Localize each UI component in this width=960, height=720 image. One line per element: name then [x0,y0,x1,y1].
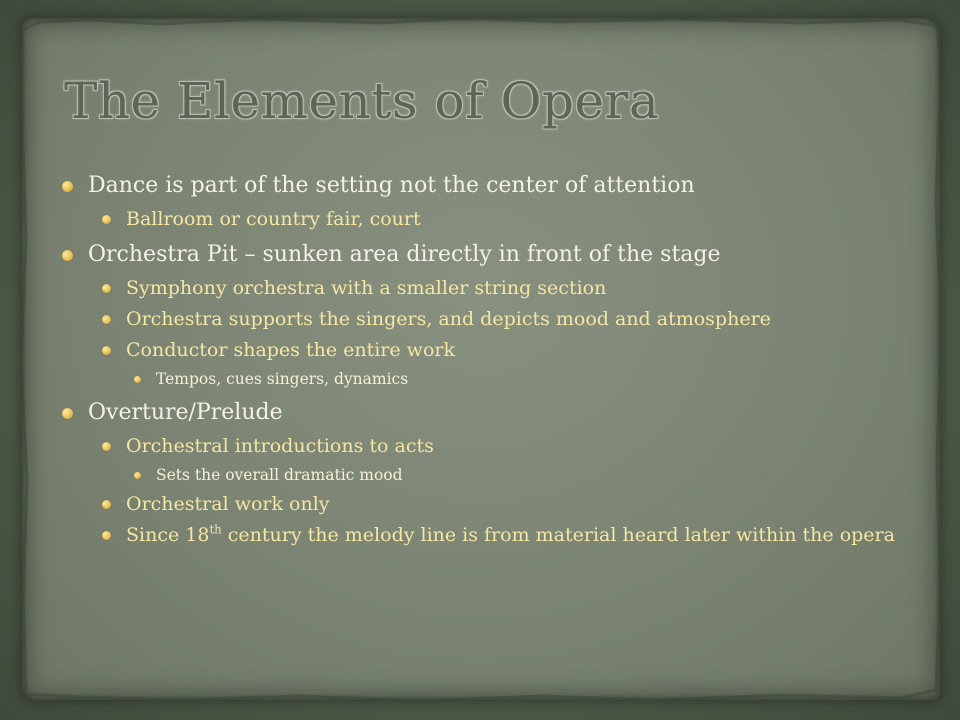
bullet-text: Dance is part of the setting not the center of attention [88,173,695,198]
bullet-orchestra-pit [58,239,908,271]
bullet-dot-icon [102,346,111,355]
sub-bullet-conductor [58,337,908,364]
bullet-dot-icon [134,376,141,383]
bullet-dot-icon [62,181,73,192]
bullet-dance [58,170,908,202]
bullet-dot-icon [102,315,111,324]
bullet-text: Symphony orchestra with a smaller string section [126,277,607,299]
bullet-list [58,164,908,549]
sub-sub-bullet-tempos [58,367,908,391]
sub-bullet-symphony [58,275,908,302]
bullet-text: Orchestral introductions to acts [126,435,434,457]
bullet-text: Tempos, cues singers, dynamics [156,370,409,388]
bullet-dot-icon [102,284,111,293]
bullet-dot-icon [102,531,111,540]
superscript-th: th [209,522,222,537]
bullet-dot-icon [102,215,111,224]
bullet-text: Orchestra Pit – sunken area directly in front of the stage [88,242,721,267]
bullet-overture [58,397,908,429]
bullet-text: Ballroom or country fair, court [126,208,421,230]
bullet-text: Sets the overall dramatic mood [156,466,403,484]
sub-sub-bullet-mood [58,463,908,487]
bullet-dot-icon [102,442,111,451]
bullet-text: Conductor shapes the entire work [126,339,455,361]
bullet-text: Orchestra supports the singers, and depicts mood and atmosphere [126,308,771,330]
bullet-text-end: century the melody line is from material heard later within the opera [221,524,895,546]
slide-title: The Elements of Opera [64,72,660,130]
sub-bullet-introductions [58,433,908,460]
bullet-text: Orchestral work only [126,493,330,515]
bullet-text-start: Since 18 [126,524,210,546]
sub-bullet-orchestral-only [58,491,908,518]
bullet-dot-icon [134,472,141,479]
bullet-dot-icon [62,250,73,261]
sub-bullet-supports [58,306,908,333]
bullet-dot-icon [102,500,111,509]
sub-bullet-since-18th [58,522,908,549]
bullet-text: Overture/Prelude [88,400,283,425]
bullet-dot-icon [62,408,73,419]
sub-bullet-ballroom [58,206,908,233]
